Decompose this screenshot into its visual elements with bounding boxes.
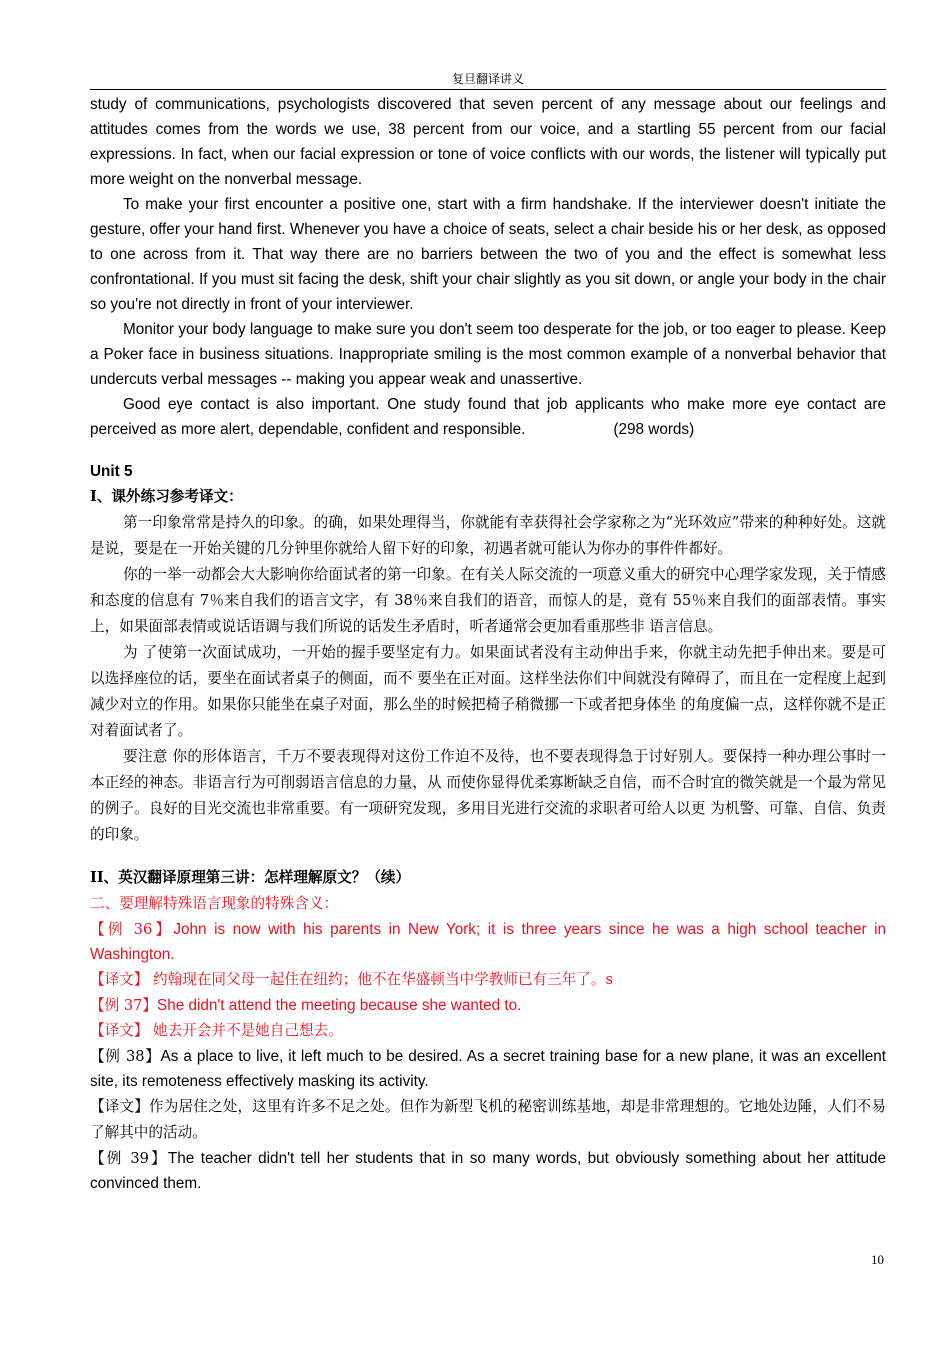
section2-subheading: 二、要理解特殊语言现象的特殊含义： [90,895,339,912]
header-title: 复旦翻译讲义 [451,72,524,86]
example-39-text: The teacher didn't tell her students that in so many words, but obviously something about her attitude convinced them. [90,1150,886,1192]
example-37-translation-text: 她去开会并不是她自己想去。 [148,1022,343,1039]
english-paragraph-4 [90,392,886,442]
chinese-paragraph-2: 你的一举一动都会大大影响你给面试者的第一印象。在有关人际交流的一项意义重大的研究中心理学家发现，关于情感和态度的信息有 7％来自我们的语言文字，有 38％来自我们的语音，而惊人的是，竟有 55％来自我们的面部表情。事实上，如果面部表情或说话语调与我们所说的话发生矛盾时，听者通常会更加看重那些非 语言信息。 [90,566,886,635]
example-36-translation-tag: 【译文】 [90,971,149,988]
chinese-paragraph-3: 为 了使第一次面试成功，一开始的握手要坚定有力。如果面试者没有主动伸出手来，你就主动先把手伸出来。要是可以选择座位的话，要坐在面试者桌子的侧面，而不 要坐在正对面。这样坐法你们中间就没有障碍了，而且在一定程度上起到减少对立的作用。如果你只能坐在桌子对面，那么坐的时候把椅子稍微挪一下或者把身体坐 的角度偏一点，这样你就不是正对着面试者了。 [90,644,886,739]
chinese-paragraph-1: 第一印象常常是持久的印象。的确，如果处理得当，你就能有幸获得社会学家称之为“光环效应”带来的种种好处。这就是说，要是在一开始关键的几分钟里你就给人留下好的印象，初遇者就可能认为你办的事件件都好。 [90,514,886,557]
example-37-translation [90,1018,886,1044]
example-39 [90,1146,886,1196]
header-divider [90,89,886,90]
example-37 [90,993,886,1018]
example-37-tag: 【例 37】 [90,997,157,1014]
example-36-translation-text: 约翰现在同父母一起住在纽约；他不在华盛顿当中学教师已有三年了。s [148,971,613,988]
example-38-translation-text: 作为居住之处，这里有许多不足之处。但作为新型飞机的秘密训练基地，却是非常理想的。它地处边陲，人们不易了解其中的活动。 [90,1098,886,1141]
example-39-tag: 【例 39】 [90,1150,168,1167]
example-36 [90,917,886,967]
page-number: 10 [871,1252,884,1267]
example-36-text: John is now with his parents in New York; it is three years since he was a high school teacher in Washington. [90,921,886,963]
example-36-tag: 【例 36】 [90,921,174,938]
example-38-translation [90,1094,886,1146]
unit-title: Unit 5 [90,463,133,480]
page-content [90,92,886,1196]
english-paragraph-3: Monitor your body language to make sure you don't seem too desperate for the job, or too eager to please. Keep a Poker face in business situations. Inappropriate smiling is the most common example of a nonverbal behavior that undercuts verbal messages -- making you appear weak and unassertive. [90,321,886,388]
example-36-translation [90,967,886,993]
word-count: (298 words) [613,421,695,438]
example-38-text: As a place to live, it left much to be desired. As a secret training base for a new plane, it was an excellent site, its remoteness effectively masking its activity. [90,1048,886,1090]
section1-heading: I、课外练习参考译文： [90,488,243,505]
example-38-tag: 【例 38】 [90,1048,161,1065]
english-paragraph-4-text: Good eye contact is also important. One study found that job applicants who make more eye contact are perceived as more alert, dependable, confident and responsible. [90,396,886,438]
section-gap-2 [90,848,886,865]
example-38 [90,1044,886,1094]
english-paragraph-2: To make your first encounter a positive one, start with a firm handshake. If the interviewer doesn't initiate the gesture, offer your hand first. Whenever you have a choice of seats, select a chair beside his or her desk, as opposed to one across from it. That way there are no barriers between the two of you and the effect is somewhat less confrontational. If you must sit facing the desk, shift your chair slightly as you sit down, or angle your body in the chair so you're not directly in front of your interviewer. [90,196,886,313]
example-38-translation-tag: 【译文】 [90,1098,149,1115]
section-gap [90,442,886,459]
section2-heading: II、英汉翻译原理第三讲：怎样理解原文？（续） [90,869,411,886]
example-37-translation-tag: 【译文】 [90,1022,149,1039]
chinese-paragraph-4: 要注意 你的形体语言，千万不要表现得对这份工作迫不及待，也不要表现得急于讨好别人。要保持一种办理公事时一本正经的神态。非语言行为可削弱语言信息的力量，从 而使你显得优柔寡断缺乏自信，而不合时宜的微笑就是一个最为常见的例子。良好的目光交流也非常重要。有一项研究发现，多用目光进行交流的求职者可给人以更 为机警、可靠、自信、负责的印象。 [90,748,886,843]
example-37-text: She didn't attend the meeting because she wanted to. [157,997,522,1014]
english-paragraph-1: study of communications, psychologists discovered that seven percent of any message about our feelings and attitudes comes from the words we use, 38 percent from our voice, and a startling 55 percent from our facial expressions. In fact, when our facial expression or tone of voice conflicts with our words, the listener will typically put more weight on the nonverbal message. [90,96,886,188]
